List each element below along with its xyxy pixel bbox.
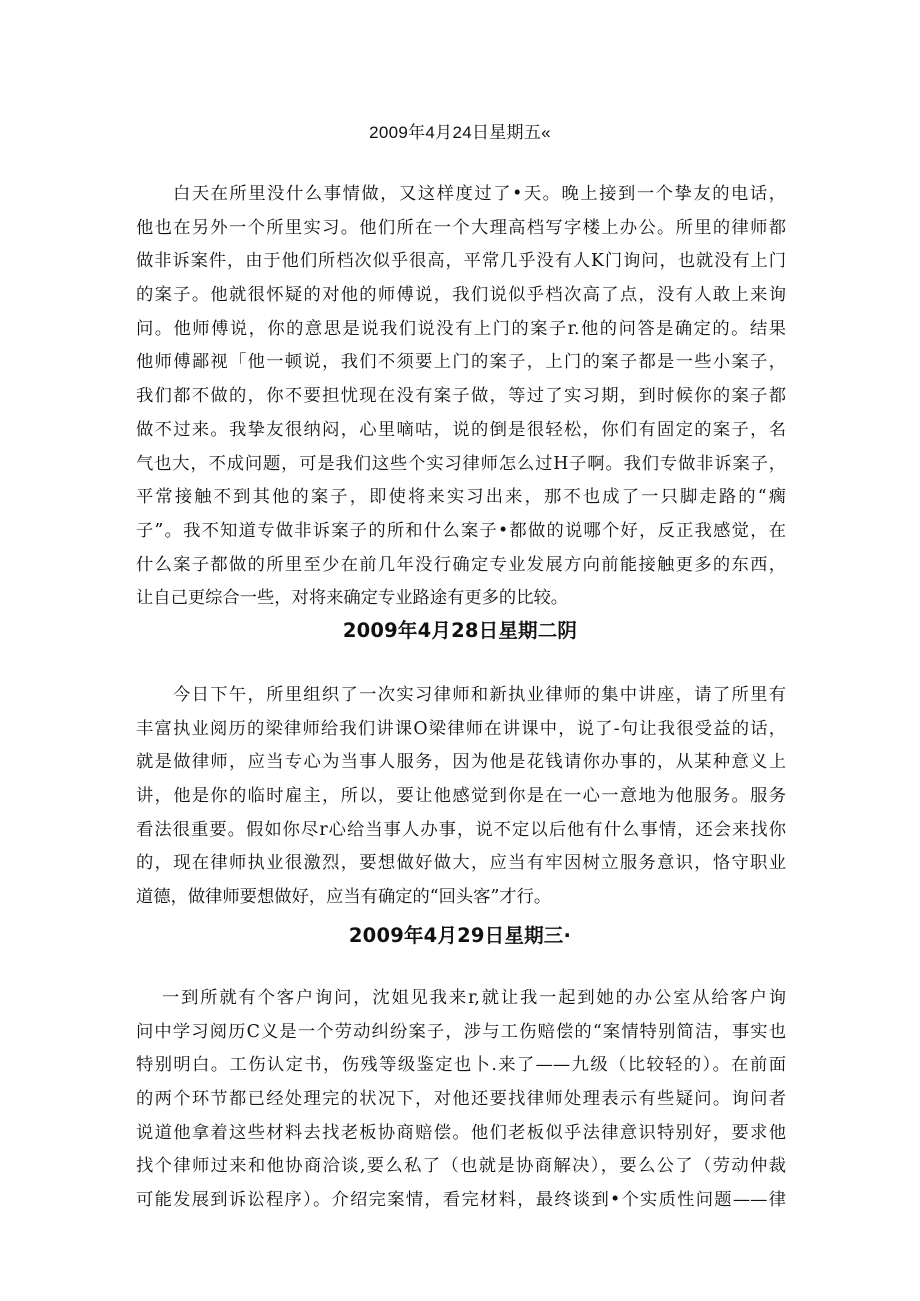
body-line: 让自己更综合一些，对将来确定专业路途有更多的比较。 <box>136 588 569 609</box>
entry-title-apr-29: 2009年4月29日星期三· <box>348 924 572 947</box>
entry-title-apr-24: 2009年4月24日星期五« <box>369 123 551 142</box>
body-line: 的案子。他就很怀疑的对他的师傅说，我们说似乎档次高了点，没有人敢上来询 <box>136 285 786 306</box>
body-line: 做不过来。我挚友很纳闷，心里嘀咕，说的倒是很轻松，你们有固定的案子，名 <box>136 419 786 440</box>
body-line: 的两个环节都已经处理完的状况下，对他还要找律师处理表示有些疑问。询问者 <box>136 1089 786 1110</box>
entry-body-apr-24 <box>136 178 786 616</box>
body-line: 就是做律师，应当专心为当事人服务，因为他是花钱请你办事的，从某种意义上 <box>136 752 786 773</box>
body-line: 一到所就有个客户询问，沈姐见我来r,就让我一起到她的办公室从给客户询 <box>162 988 786 1008</box>
body-line: 说道他拿着这些材料去找老板协商赔偿。他们老板似乎法律意识特别好，要求他 <box>136 1122 786 1143</box>
body-line: 特别明白。工伤认定书，伤残等级鉴定也卜.来了——九级（比较轻的）。在前面 <box>136 1055 786 1076</box>
body-line: 他也在另外一个所里实习。他们所在一个大理高档写字楼上办公。所里的律师都 <box>136 217 786 238</box>
body-line: 今日下午，所里组织了一次实习律师和新执业律师的集中讲座，请了所里有 <box>173 685 786 705</box>
body-line: 看法很重要。假如你尽r心给当事人办事，说不定以后他有什么事情，还会来找你 <box>136 819 786 840</box>
body-line: 问。他师傅说，你的意思是说我们说没有上门的案子r.他的问答是确定的。结果 <box>136 318 786 339</box>
body-line: 平常接触不到其他的案子，即使将来实习出来，那不也成了一只脚走路的“瘸 <box>136 487 786 508</box>
body-line: 丰富执业阅历的梁律师给我们讲课O梁律师在讲课中，说了-句让我很受益的话， <box>136 718 786 739</box>
body-line: 子”。我不知道专做非诉案子的所和什么案子•都做的说哪个好，反正我感觉，在 <box>136 520 786 541</box>
body-line: 他师傅鄙视「他一顿说，我们不须要上门的案子，上门的案子都是一些小案子， <box>136 352 786 373</box>
body-line: 可能发展到诉讼程序）。介绍完案情，看完材料，最终谈到•个实质性问题——律 <box>136 1190 786 1211</box>
body-line: 我们都不做的，你不要担忧现在没有案子做，等过了实习期，到时候你的案子都 <box>136 386 786 407</box>
body-line: 问中学习阅历C义是一个劳动纠纷案子，涉与工伤赔偿的“案情特别简洁，事实也 <box>136 1021 786 1042</box>
body-line: 气也大，不成问题，可是我们这些个实习律师怎么过H子啊。我们专做非诉案子， <box>136 453 786 474</box>
body-line: 道德，做律师要想做好，应当有确定的“回头客”才行。 <box>136 887 552 908</box>
entry-body-apr-28 <box>136 679 786 915</box>
body-line: 的，现在律师执业很激烈，要想做好做大，应当有牢因树立服务意识，恪守职业 <box>136 853 786 874</box>
body-line: 什么案子都做的所里至少在前几年没行确定专业发展方向前能接触更多的东西， <box>136 554 786 575</box>
body-line: 讲，他是你的临时雇主，所以，要让他感觉到你是在一心一意地为他服务。服务 <box>136 786 786 807</box>
body-line: 找个律师过来和他协商洽谈,要么私了（也就是协商解决），要么公了（劳动仲裁 <box>136 1156 786 1177</box>
entry-body-apr-29 <box>136 982 786 1218</box>
body-line: 做非诉案件，由于他们所档次似乎很高，平常几乎没有人K门询问，也就没有上门 <box>136 251 786 272</box>
entry-title-apr-28: 2009年4月28日星期二阴 <box>342 619 578 642</box>
body-line: 白天在所里没什么事情做，又这样度过了•天。晚上接到一个挚友的电话， <box>173 184 786 204</box>
